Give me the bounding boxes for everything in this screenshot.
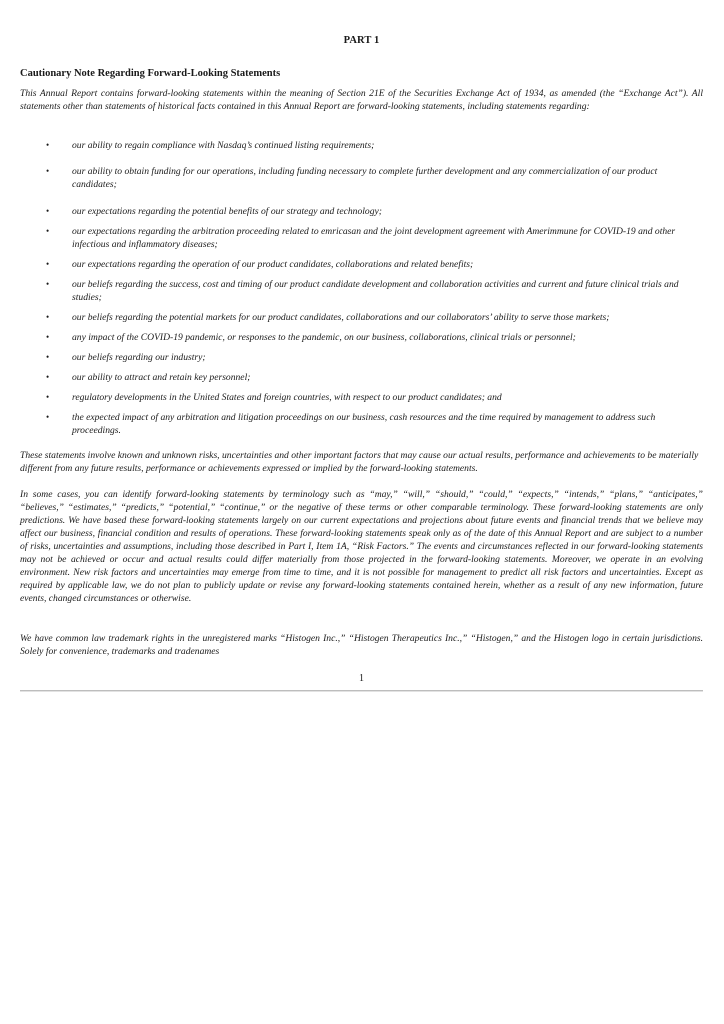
forward-looking-list bbox=[20, 139, 703, 437]
list-item-text: our ability to attract and retain key personnel; bbox=[72, 372, 251, 383]
page-number: 1 bbox=[359, 673, 364, 684]
list-item bbox=[20, 258, 703, 271]
list-item bbox=[20, 139, 703, 152]
list-item-text: our beliefs regarding the success, cost and timing of our product candidate development and collaboration activities and current and future clinical trials and studies; bbox=[72, 279, 679, 303]
bullet-icon: • bbox=[46, 412, 50, 422]
list-item bbox=[20, 311, 703, 324]
bullet-icon: • bbox=[46, 332, 50, 342]
list-item-text: regulatory developments in the United States and foreign countries, with respect to our product candidates; and bbox=[72, 392, 502, 403]
list-item bbox=[20, 391, 703, 404]
list-item-text: our expectations regarding the arbitration proceeding related to emricasan and the joint development agreement with Amerimmune for COVID-19 and other infectious and inflammatory diseases; bbox=[72, 226, 676, 250]
list-item bbox=[20, 165, 703, 191]
list-item-text: any impact of the COVID-19 pandemic, or responses to the pandemic, on our business, collaborations, clinical trials or personnel; bbox=[72, 332, 576, 343]
list-item bbox=[20, 225, 703, 251]
section-title: Cautionary Note Regarding Forward-Looking Statements bbox=[20, 68, 281, 79]
bullet-icon: • bbox=[46, 312, 50, 322]
page-divider bbox=[20, 690, 703, 692]
bullet-icon: • bbox=[46, 352, 50, 362]
trademark-paragraph: We have common law trademark rights in the unregistered marks “Histogen Inc.,” “Histogen Therapeutics Inc.,” “Histogen,” and the Histogen logo in certain jurisdictions. Solely for convenience, trademarks and tradenames bbox=[20, 633, 703, 657]
list-item bbox=[20, 205, 703, 218]
bullet-icon: • bbox=[46, 226, 50, 236]
list-item bbox=[20, 331, 703, 344]
bullet-icon: • bbox=[46, 259, 50, 269]
list-item-text: our ability to obtain funding for our operations, including funding necessary to complete further development and any commercialization of our product candidates; bbox=[72, 166, 658, 190]
list-item-text: our beliefs regarding our industry; bbox=[72, 352, 206, 363]
risks-paragraph: These statements involve known and unknown risks, uncertainties and other important factors that may cause our actual results, performance and achievements to be materially different from any future results, performance or achievements expressed or implied by the forward-looking statements. bbox=[20, 450, 699, 474]
bullet-icon: • bbox=[46, 392, 50, 402]
list-item bbox=[20, 411, 703, 437]
list-item-text: the expected impact of any arbitration and litigation proceedings on our business, cash resources and the time required by management to address such proceedings. bbox=[72, 412, 656, 436]
list-item-text: our expectations regarding the operation of our product candidates, collaborations and related benefits; bbox=[72, 259, 474, 270]
terminology-paragraph: In some cases, you can identify forward-looking statements by terminology such as “may,” “will,” “should,” “could,” “expects,” “intends,” “plans,” “anticipates,” “believes,” “estimates,” “predicts,” “potential,” “continue,” or the negative of these terms or other comparable terminology. These forward-looking statements are only predictions. We have based these forward-looking statements largely on our current expectations and projections about future events and financial trends that we believe may affect our business, financial condition and results of operations. These forward-looking statements speak only as of the date of this Annual Report and are subject to a number of risks, uncertainties and assumptions, including those described in Part I, Item 1A, “Risk Factors.” The events and circumstances reflected in our forward-looking statements may not be achieved or occur and actual results could differ materially from those projected in the forward-looking statements. Moreover, we operate in an evolving environment. New risk factors and uncertainties may emerge from time to time, and it is not possible for management to predict all risk factors and uncertainties. Except as required by applicable law, we do not plan to publicly update or revise any forward-looking statements contained herein, whether as a result of any new information, future events, changed circumstances or otherwise. bbox=[20, 489, 703, 604]
bullet-icon: • bbox=[46, 140, 50, 150]
list-item bbox=[20, 278, 703, 304]
bullet-icon: • bbox=[46, 372, 50, 382]
bullet-icon: • bbox=[46, 206, 50, 216]
list-item-text: our expectations regarding the potential benefits of our strategy and technology; bbox=[72, 206, 382, 217]
bullet-icon: • bbox=[46, 279, 50, 289]
intro-paragraph: This Annual Report contains forward-looking statements within the meaning of Section 21E of the Securities Exchange Act of 1934, as amended (the “Exchange Act”). All statements other than statements of historical facts contained in this Annual Report are forward-looking statements, including statements regarding: bbox=[20, 88, 703, 112]
bullet-icon: • bbox=[46, 166, 50, 176]
list-item bbox=[20, 351, 703, 364]
list-item-text: our ability to regain compliance with Nasdaq’s continued listing requirements; bbox=[72, 140, 375, 151]
part-heading: PART 1 bbox=[343, 35, 380, 46]
list-item bbox=[20, 371, 703, 384]
list-item-text: our beliefs regarding the potential markets for our product candidates, collaborations and our collaborators’ ability to serve those markets; bbox=[72, 312, 610, 323]
